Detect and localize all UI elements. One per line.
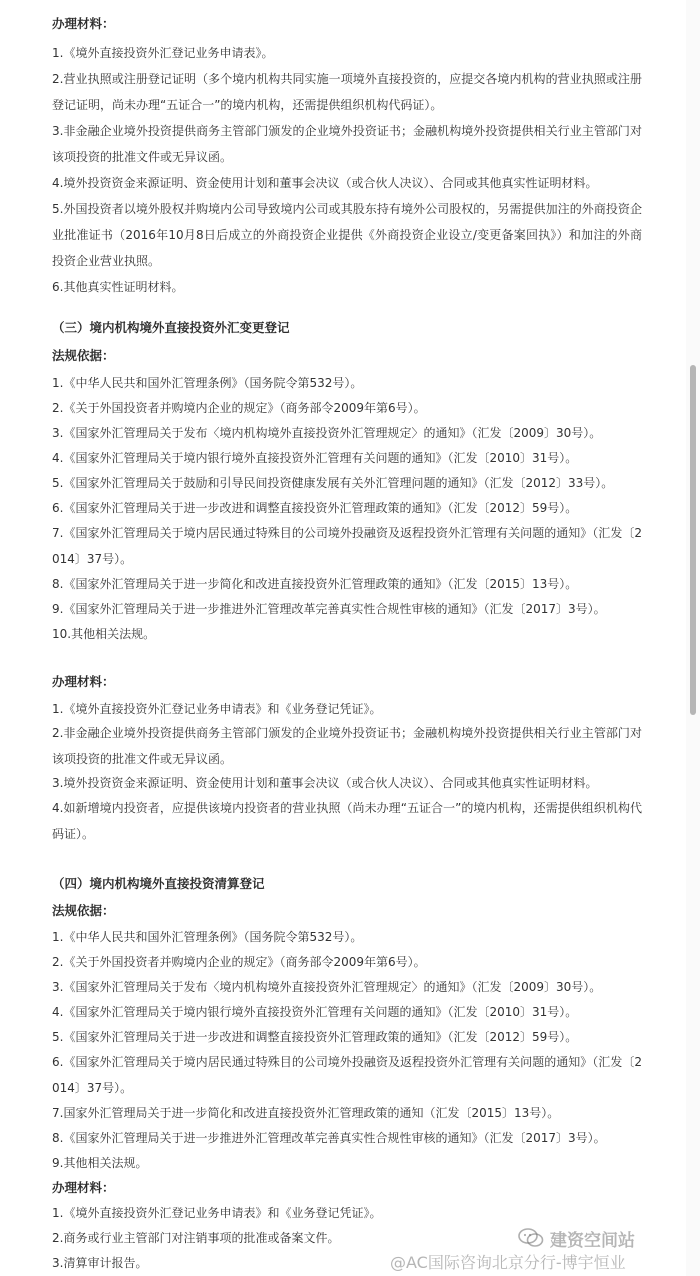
basis-item-3-2: 2.《关于外国投资者并购境内企业的规定》（商务部令2009年第6号）。 (52, 401, 426, 415)
basis-item-3-8: 8.《国家外汇管理局关于进一步简化和改进直接投资外汇管理政策的通知》（汇发〔2015〕13号）。 (52, 577, 578, 591)
basis-item-3-5: 5.《国家外汇管理局关于鼓励和引导民间投资健康发展有关外汇管理问题的通知》（汇发〔2012〕33号）。 (52, 476, 614, 490)
material-item-1-4: 4.境外投资资金来源证明、资金使用计划和董事会决议（或合伙人决议）、合同或其他真实性证明材料。 (52, 176, 598, 190)
basis-item-3-9: 9.《国家外汇管理局关于进一步推进外汇管理改革完善真实性合规性审核的通知》（汇发〔2017〕3号）。 (52, 602, 606, 616)
material-item-3-2: 2.非金融企业境外投资提供商务主管部门颁发的企业境外投资证书；金融机构境外投资提供相关行业主管部门对该项投资的批准文件或无异议函。 (52, 726, 642, 766)
material-item-1-5: 5.外国投资者以境外股权并购境内公司导致境内公司或其股东持有境外公司股权的，另需提供加注的外商投资企业批准证书（2016年10月8日后成立的外商投资企业提供《外商投资企业设立/变更备案回执》）和加注的外商投资企业营业执照。 (52, 202, 642, 268)
material-item-4-2: 2.商务或行业主管部门对注销事项的批准或备案文件。 (52, 1231, 340, 1245)
watermark-subtitle: @AC国际咨询北京分行-博宇恒业 (390, 1253, 626, 1272)
wechat-icon (518, 1228, 544, 1248)
basis-item-4-6: 6.《国家外汇管理局关于境内居民通过特殊目的公司境外投融资及返程投资外汇管理有关问题的通知》（汇发〔2014〕37号）。 (52, 1055, 642, 1095)
materials-heading-3: 办理材料： (52, 674, 115, 689)
scrollbar-thumb[interactable] (690, 365, 696, 715)
basis-item-4-4: 4.《国家外汇管理局关于境内银行境外直接投资外汇管理有关问题的通知》（汇发〔2010〕31号）。 (52, 1005, 578, 1019)
basis-item-3-7: 7.《国家外汇管理局关于境内居民通过特殊目的公司境外投融资及返程投资外汇管理有关问题的通知》（汇发〔2014〕37号）。 (52, 526, 642, 566)
watermark (390, 1222, 680, 1272)
basis-item-3-4: 4.《国家外汇管理局关于境内银行境外直接投资外汇管理有关问题的通知》（汇发〔2010〕31号）。 (52, 451, 578, 465)
basis-item-4-2: 2.《关于外国投资者并购境内企业的规定》（商务部令2009年第6号）。 (52, 955, 426, 969)
material-item-3-4: 4.如新增境内投资者，应提供该境内投资者的营业执照（尚未办理“五证合一”的境内机构，还需提供组织机构代码证）。 (52, 801, 642, 841)
basis-item-3-10: 10.其他相关法规。 (52, 627, 156, 641)
material-item-4-3: 3.清算审计报告。 (52, 1256, 148, 1270)
material-item-1-1: 1.《境外直接投资外汇登记业务申请表》。 (52, 46, 274, 60)
basis-item-3-6: 6.《国家外汇管理局关于进一步改进和调整直接投资外汇管理政策的通知》（汇发〔2012〕59号）。 (52, 501, 578, 515)
basis-heading-4: 法规依据： (52, 903, 115, 918)
basis-item-4-1: 1.《中华人民共和国外汇管理条例》（国务院令第532号）。 (52, 930, 363, 944)
basis-item-4-5: 5.《国家外汇管理局关于进一步改进和调整直接投资外汇管理政策的通知》（汇发〔2012〕59号）。 (52, 1030, 578, 1044)
materials-heading-4: 办理材料： (52, 1180, 115, 1195)
material-item-3-1: 1.《境外直接投资外汇登记业务申请表》和《业务登记凭证》。 (52, 702, 382, 716)
basis-item-3-1: 1.《中华人民共和国外汇管理条例》（国务院令第532号）。 (52, 376, 363, 390)
basis-item-4-3: 3.《国家外汇管理局关于发布〈境内机构境外直接投资外汇管理规定〉的通知》（汇发〔2009〕30号）。 (52, 980, 602, 994)
scrollbar[interactable] (686, 0, 700, 1276)
basis-item-4-7: 7.国家外汇管理局关于进一步简化和改进直接投资外汇管理政策的通知（汇发〔2015〕13号）。 (52, 1106, 560, 1120)
material-item-1-6: 6.其他真实性证明材料。 (52, 280, 184, 294)
material-item-3-3: 3.境外投资资金来源证明、资金使用计划和董事会决议（或合伙人决议）、合同或其他真实性证明材料。 (52, 776, 598, 790)
basis-item-3-3: 3.《国家外汇管理局关于发布〈境内机构境外直接投资外汇管理规定〉的通知》（汇发〔2009〕30号）。 (52, 426, 602, 440)
materials-heading-1: 办理材料： (52, 16, 115, 31)
section-title-3: （三）境内机构境外直接投资外汇变更登记 (52, 320, 290, 335)
material-item-1-2: 2.营业执照或注册登记证明（多个境内机构共同实施一项境外直接投资的，应提交各境内机构的营业执照或注册登记证明，尚未办理“五证合一”的境内机构，还需提供组织机构代码证）。 (52, 72, 642, 112)
material-item-4-1: 1.《境外直接投资外汇登记业务申请表》和《业务登记凭证》。 (52, 1206, 382, 1220)
watermark-name: 建资空间站 (550, 1231, 635, 1251)
section-title-4: （四）境内机构境外直接投资清算登记 (52, 876, 265, 891)
basis-heading-3: 法规依据： (52, 348, 115, 363)
material-item-1-3: 3.非金融企业境外投资提供商务主管部门颁发的企业境外投资证书；金融机构境外投资提供相关行业主管部门对该项投资的批准文件或无异议函。 (52, 124, 642, 164)
basis-item-4-9: 9.其他相关法规。 (52, 1156, 148, 1170)
basis-item-4-8: 8.《国家外汇管理局关于进一步推进外汇管理改革完善真实性合规性审核的通知》（汇发〔2017〕3号）。 (52, 1131, 606, 1145)
